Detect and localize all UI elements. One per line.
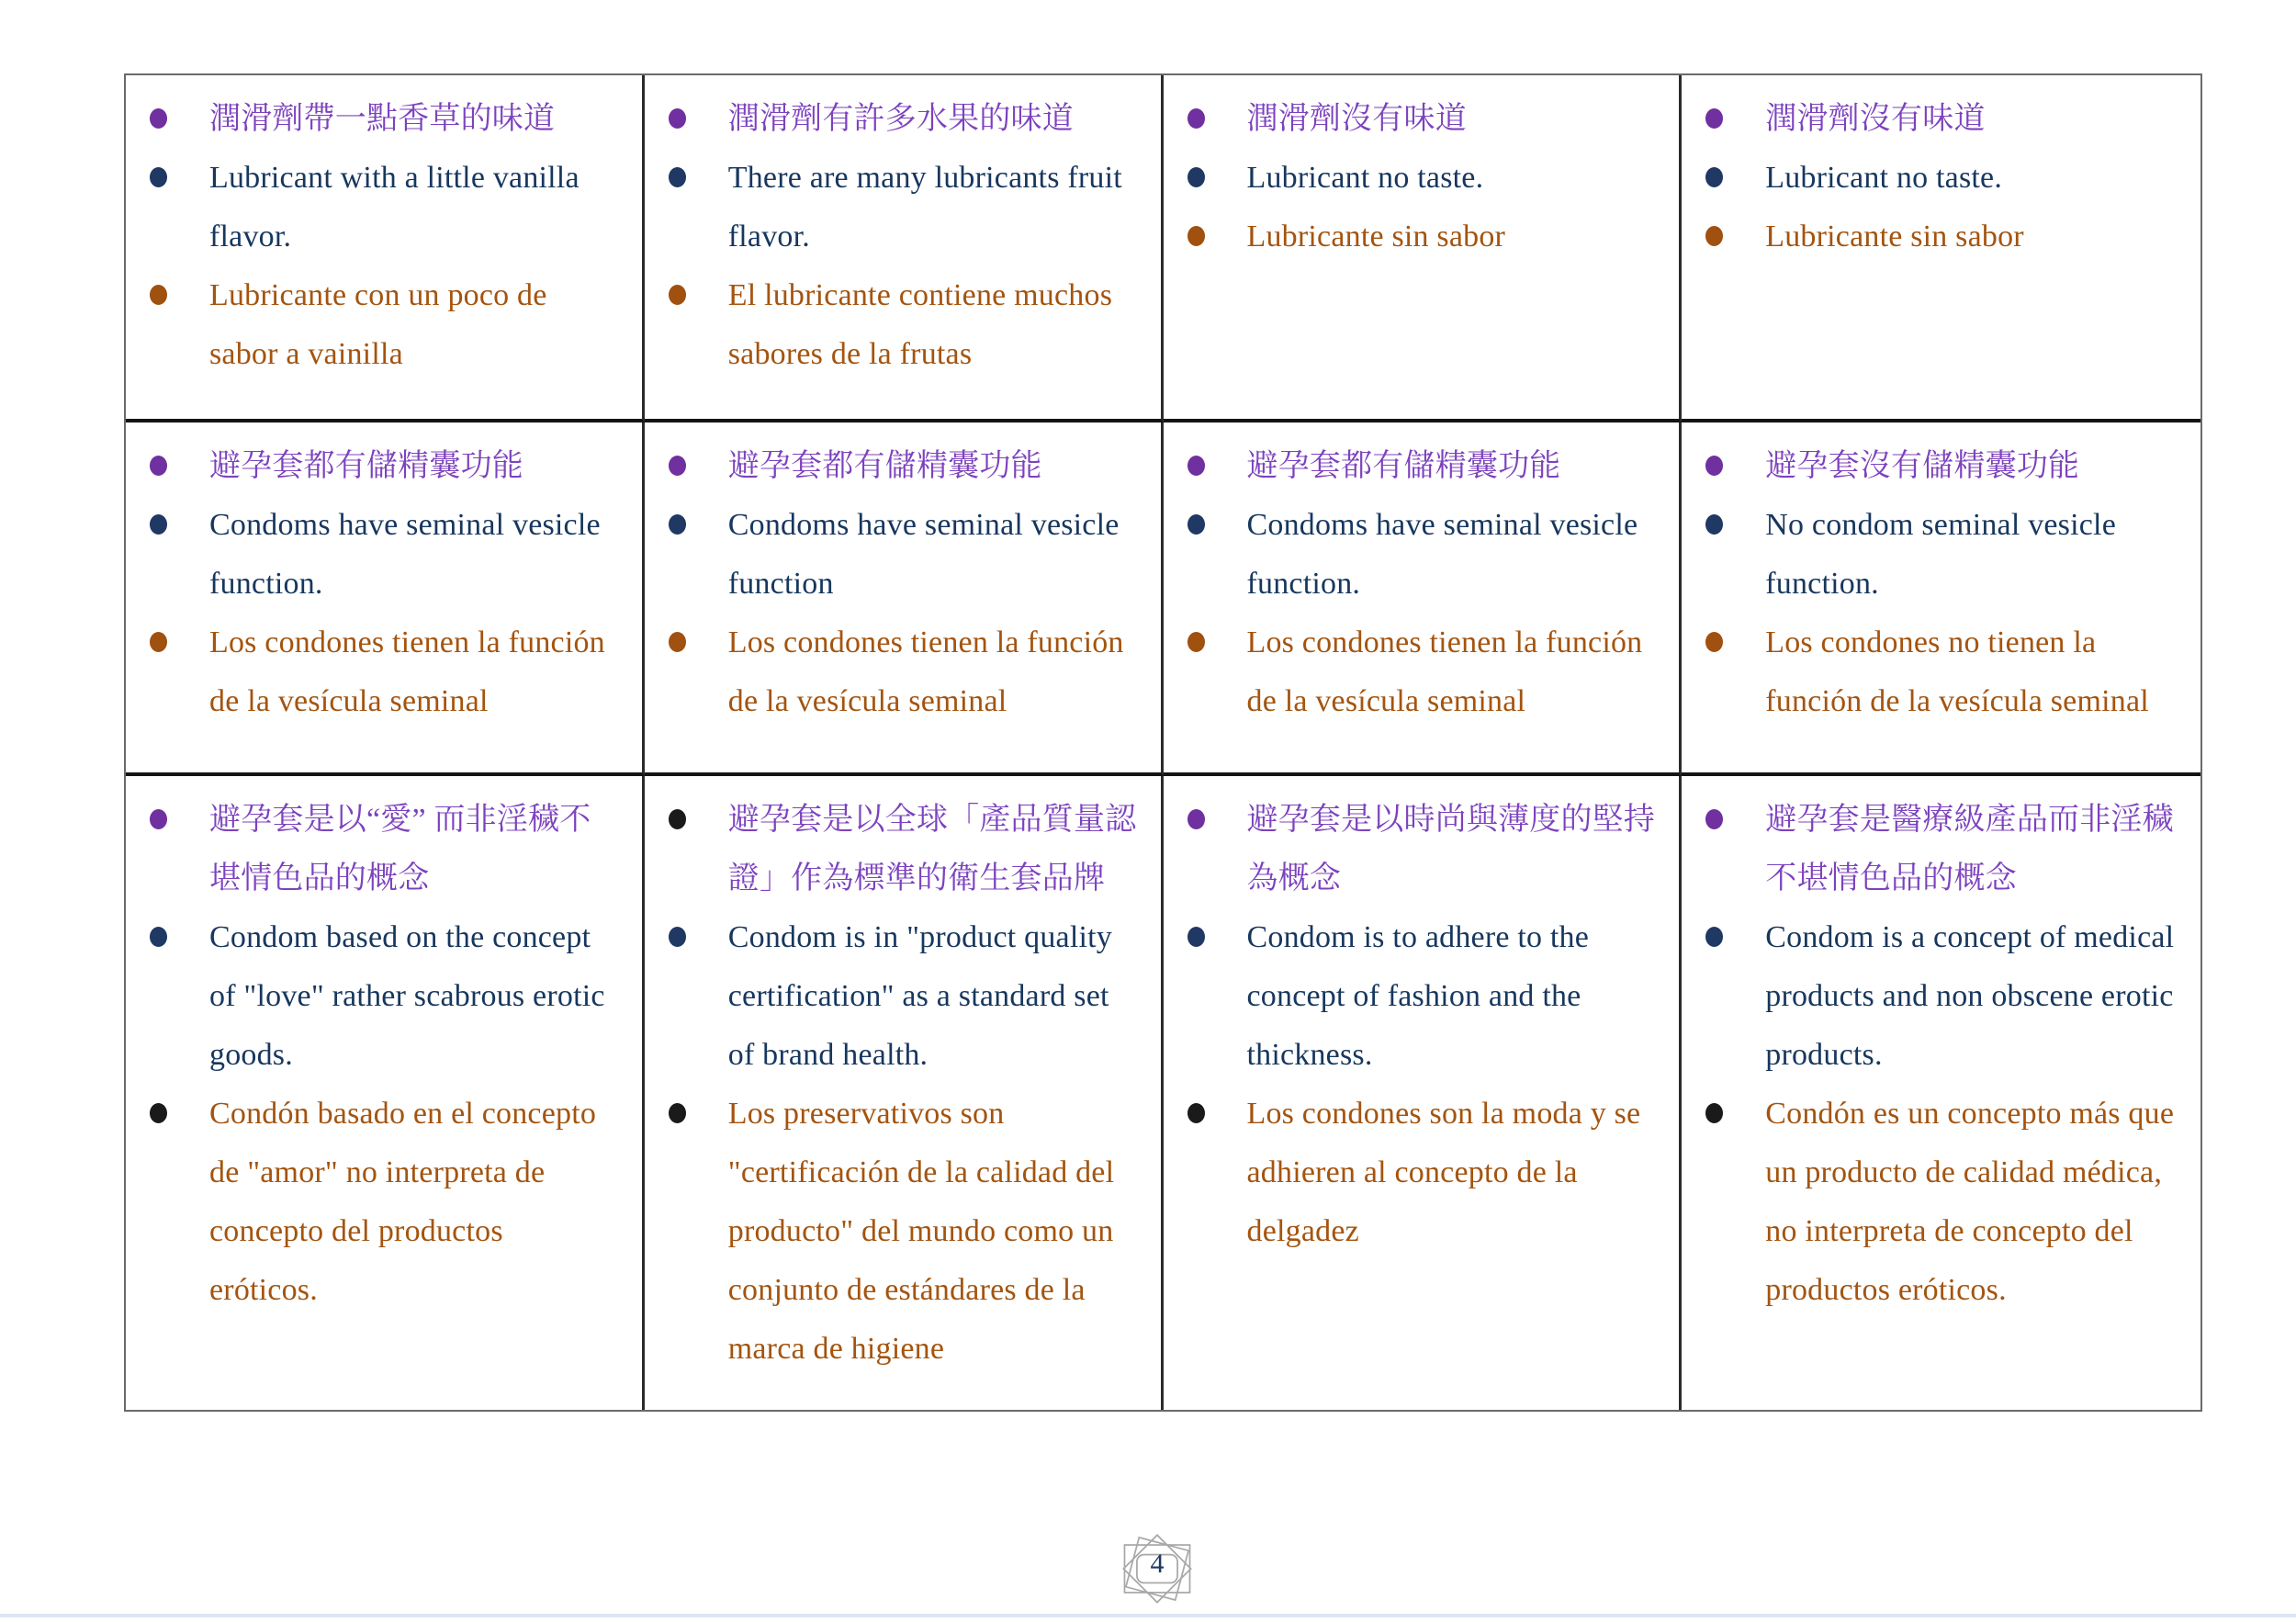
item-text-es: El lubricante contiene muchos sabores de la frutas bbox=[727, 278, 1113, 371]
bullet-icon bbox=[1187, 226, 1205, 246]
bullet-icon bbox=[669, 108, 686, 129]
table-cell-r1-c4 bbox=[1682, 75, 2200, 422]
bullet-item bbox=[1705, 614, 2177, 731]
bullet-icon bbox=[669, 285, 686, 305]
bullet-item bbox=[150, 908, 618, 1085]
item-text-en: Lubricant no taste. bbox=[1765, 161, 2003, 195]
bullet-item bbox=[150, 266, 618, 384]
bullet-icon bbox=[1705, 1103, 1723, 1123]
item-text-zh: 潤滑劑沒有味道 bbox=[1246, 102, 1467, 136]
bullet-icon bbox=[150, 809, 167, 829]
bullet-item bbox=[1705, 1085, 2177, 1320]
item-text-es: Los preservativos son "certificación de la calidad del producto" del mundo como un conjunto de estándares de la marca de higiene bbox=[727, 1097, 1115, 1366]
bullet-icon bbox=[669, 167, 686, 187]
bullet-icon bbox=[669, 632, 686, 652]
bullet-icon bbox=[150, 285, 167, 305]
bullet-icon bbox=[150, 108, 167, 129]
item-text-en: Condoms have seminal vesicle function. bbox=[1246, 508, 1638, 601]
bullet-item bbox=[669, 437, 1137, 496]
bullet-item bbox=[1187, 496, 1656, 614]
table-cell-r3-c4 bbox=[1682, 776, 2200, 1410]
bullet-item bbox=[1705, 496, 2177, 614]
bullet-item bbox=[150, 791, 618, 908]
bullet-icon bbox=[150, 167, 167, 187]
bullet-item bbox=[1187, 149, 1656, 208]
table-cell-r1-c1 bbox=[126, 75, 645, 422]
bullet-item bbox=[1187, 1085, 1656, 1261]
bullet-item bbox=[1705, 90, 2177, 149]
bullet-item bbox=[1705, 908, 2177, 1085]
bullet-icon bbox=[669, 927, 686, 947]
bullet-item bbox=[669, 1085, 1137, 1379]
bullet-icon bbox=[150, 456, 167, 476]
bullet-icon bbox=[1705, 632, 1723, 652]
bullet-icon bbox=[1187, 809, 1205, 829]
table-cell-r1-c3 bbox=[1164, 75, 1683, 422]
bullet-icon bbox=[1187, 456, 1205, 476]
bullet-item bbox=[1705, 208, 2177, 266]
table-cell-r1-c2 bbox=[645, 75, 1164, 422]
bullet-item bbox=[150, 496, 618, 614]
item-text-zh: 潤滑劑有許多水果的味道 bbox=[727, 102, 1074, 136]
bullet-item bbox=[669, 90, 1137, 149]
bullet-item bbox=[669, 496, 1137, 614]
bullet-icon bbox=[1187, 514, 1205, 535]
bullet-item bbox=[669, 266, 1137, 384]
item-text-en: No condom seminal vesicle function. bbox=[1765, 508, 2116, 601]
bullet-item bbox=[669, 908, 1137, 1085]
bullet-item bbox=[1705, 791, 2177, 908]
item-text-es: Los condones tienen la función de la vesícula seminal bbox=[209, 625, 605, 718]
bullet-item bbox=[669, 791, 1137, 908]
item-text-es: Condón es un concepto más que un producto de calidad médica, no interpreta de concepto del productos eróticos. bbox=[1765, 1097, 2175, 1307]
bullet-icon bbox=[1705, 108, 1723, 129]
bullet-item bbox=[1187, 90, 1656, 149]
item-text-en: Condoms have seminal vesicle function bbox=[727, 508, 1120, 601]
item-text-zh: 潤滑劑帶一點香草的味道 bbox=[209, 102, 556, 136]
item-text-en: There are many lubricants fruit flavor. bbox=[727, 161, 1122, 253]
bullet-item bbox=[1187, 614, 1656, 731]
bullet-icon bbox=[1705, 226, 1723, 246]
item-text-es: Los condones tienen la función de la vesícula seminal bbox=[727, 625, 1124, 718]
table-cell-r3-c3 bbox=[1164, 776, 1683, 1410]
bullet-icon bbox=[669, 809, 686, 829]
item-text-es: Lubricante sin sabor bbox=[1246, 220, 1506, 253]
item-text-zh: 避孕套都有儲精囊功能 bbox=[209, 449, 523, 483]
bullet-item bbox=[150, 149, 618, 266]
bullet-icon bbox=[669, 514, 686, 535]
bullet-icon bbox=[1187, 927, 1205, 947]
page-number-ornament bbox=[1109, 1525, 1205, 1613]
bullet-item bbox=[150, 1085, 618, 1320]
table-cell-r3-c1 bbox=[126, 776, 645, 1410]
bullet-item bbox=[150, 614, 618, 731]
table-cell-r2-c3 bbox=[1164, 422, 1683, 776]
table-cell-r2-c2 bbox=[645, 422, 1164, 776]
bullet-item bbox=[669, 614, 1137, 731]
bullet-icon bbox=[1187, 108, 1205, 129]
bullet-icon bbox=[150, 632, 167, 652]
item-text-zh: 避孕套是以時尚與薄度的堅持為概念 bbox=[1246, 803, 1656, 895]
bullet-icon bbox=[1705, 456, 1723, 476]
bullet-item bbox=[669, 149, 1137, 266]
bullet-item bbox=[150, 437, 618, 496]
comparison-table bbox=[124, 73, 2202, 1412]
item-text-zh: 避孕套是以全球「產品質量認證」作為標準的衛生套品牌 bbox=[727, 803, 1137, 895]
item-text-en: Condom is to adhere to the concept of fashion and the thickness. bbox=[1246, 920, 1590, 1072]
item-text-zh: 避孕套都有儲精囊功能 bbox=[1246, 449, 1561, 483]
bullet-icon bbox=[150, 1103, 167, 1123]
item-text-zh: 潤滑劑沒有味道 bbox=[1765, 102, 1986, 136]
item-text-es: Los condones no tienen la función de la vesícula seminal bbox=[1765, 625, 2149, 718]
bullet-icon bbox=[1187, 1103, 1205, 1123]
item-text-es: Lubricante sin sabor bbox=[1765, 220, 2024, 253]
item-text-es: Los condones son la moda y se adhieren al concepto de la delgadez bbox=[1246, 1097, 1641, 1248]
bullet-item bbox=[1187, 437, 1656, 496]
item-text-es: Condón basado en el concepto de "amor" no interpreta de concepto del productos eróticos. bbox=[209, 1097, 597, 1307]
bullet-item bbox=[1705, 149, 2177, 208]
bullet-icon bbox=[669, 1103, 686, 1123]
item-text-zh: 避孕套是醫療級產品而非淫穢不堪情色品的概念 bbox=[1765, 803, 2174, 895]
item-text-en: Condom based on the concept of "love" rather scabrous erotic goods. bbox=[209, 920, 605, 1072]
item-text-en: Condom is a concept of medical products and non obscene erotic products. bbox=[1765, 920, 2175, 1072]
bullet-icon bbox=[1705, 167, 1723, 187]
item-text-en: Lubricant with a little vanilla flavor. bbox=[209, 161, 580, 253]
bullet-item bbox=[1705, 437, 2177, 496]
table-cell-r3-c2 bbox=[645, 776, 1164, 1410]
item-text-zh: 避孕套沒有儲精囊功能 bbox=[1765, 449, 2080, 483]
table-cell-r2-c1 bbox=[126, 422, 645, 776]
item-text-es: Los condones tienen la función de la vesícula seminal bbox=[1246, 625, 1643, 718]
bullet-icon bbox=[1705, 927, 1723, 947]
table-cell-r2-c4 bbox=[1682, 422, 2200, 776]
bullet-icon bbox=[150, 927, 167, 947]
bullet-icon bbox=[1187, 632, 1205, 652]
bullet-icon bbox=[1705, 514, 1723, 535]
bullet-icon bbox=[669, 456, 686, 476]
item-text-en: Lubricant no taste. bbox=[1246, 161, 1484, 195]
slide-bottom-edge bbox=[0, 1614, 2296, 1617]
bullet-item bbox=[1187, 208, 1656, 266]
item-text-en: Condom is in "product quality certification" as a standard set of brand health. bbox=[727, 920, 1112, 1072]
item-text-zh: 避孕套是以“愛” 而非淫穢不堪情色品的概念 bbox=[209, 803, 591, 895]
bullet-item bbox=[1187, 791, 1656, 908]
bullet-icon bbox=[1187, 167, 1205, 187]
bullet-icon bbox=[1705, 809, 1723, 829]
bullet-icon bbox=[150, 514, 167, 535]
item-text-zh: 避孕套都有儲精囊功能 bbox=[727, 449, 1042, 483]
bullet-item bbox=[1187, 908, 1656, 1085]
page-number: 4 bbox=[1150, 1549, 1165, 1579]
item-text-es: Lubricante con un poco de sabor a vainilla bbox=[209, 278, 547, 371]
bullet-item bbox=[150, 90, 618, 149]
item-text-en: Condoms have seminal vesicle function. bbox=[209, 508, 601, 601]
